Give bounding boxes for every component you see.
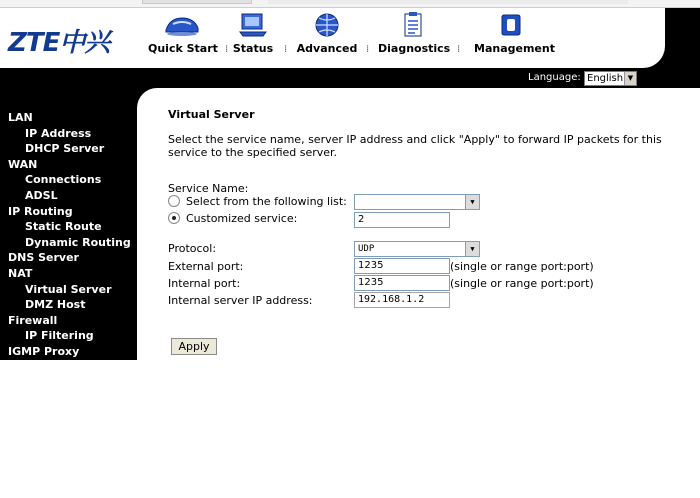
- browser-tab-edge: [142, 0, 252, 4]
- customized-service-option[interactable]: [168, 211, 297, 227]
- sidebar-item-dmz-host[interactable]: DMZ Host: [25, 298, 86, 312]
- checklist-icon: [378, 12, 448, 38]
- nav-quick-start-label: Quick Start: [148, 42, 218, 55]
- internal-port-hint: (single or range port:port): [450, 277, 594, 290]
- nav-separator: ⁞: [366, 44, 370, 55]
- nav-status-label: Status: [232, 42, 274, 55]
- select-from-list-option[interactable]: [168, 194, 347, 210]
- internal-port-input[interactable]: 1235: [354, 275, 450, 291]
- sidebar-item-connections[interactable]: Connections: [25, 173, 102, 187]
- main-content: [168, 108, 668, 307]
- nav-management-label: Management: [474, 42, 555, 55]
- sidebar: [0, 88, 137, 360]
- nav-quick-start[interactable]: [148, 12, 216, 68]
- sidebar-item-ip-filtering[interactable]: IP Filtering: [25, 329, 94, 343]
- language-selected-value: English: [587, 73, 624, 84]
- car-icon: [148, 12, 216, 38]
- sidebar-item-dynamic-routing[interactable]: Dynamic Routing: [25, 235, 131, 249]
- select-from-list-radio[interactable]: [168, 195, 180, 207]
- external-port-hint: (single or range port:port): [450, 260, 594, 273]
- nav-status[interactable]: [232, 12, 274, 68]
- sidebar-item-igmp-proxy[interactable]: IGMP Proxy: [8, 344, 80, 358]
- protocol-label: Protocol:: [168, 242, 217, 255]
- language-label: Language:: [528, 72, 581, 83]
- chevron-down-icon: ▼: [465, 242, 479, 256]
- apply-button[interactable]: Apply: [171, 338, 217, 355]
- protocol-value: UDP: [358, 244, 375, 254]
- external-port-label: External port:: [168, 260, 244, 273]
- globe-icon: [296, 12, 358, 38]
- header-panel: [0, 8, 665, 68]
- sidebar-menu: [8, 110, 131, 360]
- sidebar-item-dns-server[interactable]: DNS Server: [8, 251, 79, 265]
- server-ip-input[interactable]: 192.168.1.2: [354, 292, 450, 308]
- customized-service-input[interactable]: 2: [354, 212, 450, 228]
- chevron-down-icon: ▼: [465, 195, 479, 209]
- nav-management[interactable]: [474, 12, 555, 68]
- sidebar-item-firewall[interactable]: Firewall: [8, 313, 58, 327]
- sidebar-item-ip-routing[interactable]: IP Routing: [8, 204, 73, 218]
- sidebar-item-wan[interactable]: WAN: [8, 157, 38, 171]
- language-bar: [0, 70, 700, 88]
- chevron-down-icon: ▼: [624, 72, 636, 85]
- nav-separator: ⁞: [457, 44, 461, 55]
- nav-separator: ⁞: [225, 44, 229, 55]
- sidebar-item-lan[interactable]: LAN: [8, 111, 33, 124]
- nav-separator: ⁞: [284, 44, 288, 55]
- customized-service-radio[interactable]: [168, 212, 180, 224]
- sidebar-item-ip-address[interactable]: IP Address: [25, 126, 92, 140]
- sidebar-item-dhcp-server[interactable]: DHCP Server: [25, 142, 105, 156]
- sidebar-item-static-route[interactable]: Static Route: [25, 220, 102, 234]
- internal-port-label: Internal port:: [168, 277, 241, 290]
- nav-advanced-label: Advanced: [296, 42, 358, 55]
- select-from-list-label: Select from the following list:: [186, 195, 347, 208]
- zte-logo: ZTE中兴: [8, 28, 110, 58]
- server-ip-label: Internal server IP address:: [168, 294, 313, 307]
- protocol-select[interactable]: [354, 241, 480, 257]
- language-select[interactable]: [584, 71, 637, 86]
- book-icon: [474, 12, 548, 38]
- nav-diagnostics[interactable]: [378, 12, 451, 68]
- customized-service-label: Customized service:: [186, 212, 298, 225]
- nav-advanced[interactable]: [296, 12, 358, 68]
- page-description: Select the service name, server IP address and click "Apply" to forward IP packets for this service to the specified server.: [168, 133, 662, 159]
- router-header: [0, 8, 700, 70]
- external-port-input[interactable]: 1235: [354, 258, 450, 274]
- service-name-label: Service Name:: [168, 182, 249, 195]
- sidebar-item-virtual-server[interactable]: Virtual Server: [25, 282, 112, 296]
- sidebar-item-nat[interactable]: NAT: [8, 266, 33, 280]
- browser-bar-edge: [268, 0, 628, 4]
- service-list-select[interactable]: [354, 194, 480, 210]
- nav-diagnostics-label: Diagnostics: [378, 42, 451, 55]
- browser-top-strip: [0, 0, 700, 8]
- sidebar-item-adsl[interactable]: ADSL: [25, 188, 58, 202]
- monitor-icon: [232, 12, 274, 38]
- page-title: Virtual Server: [168, 108, 255, 121]
